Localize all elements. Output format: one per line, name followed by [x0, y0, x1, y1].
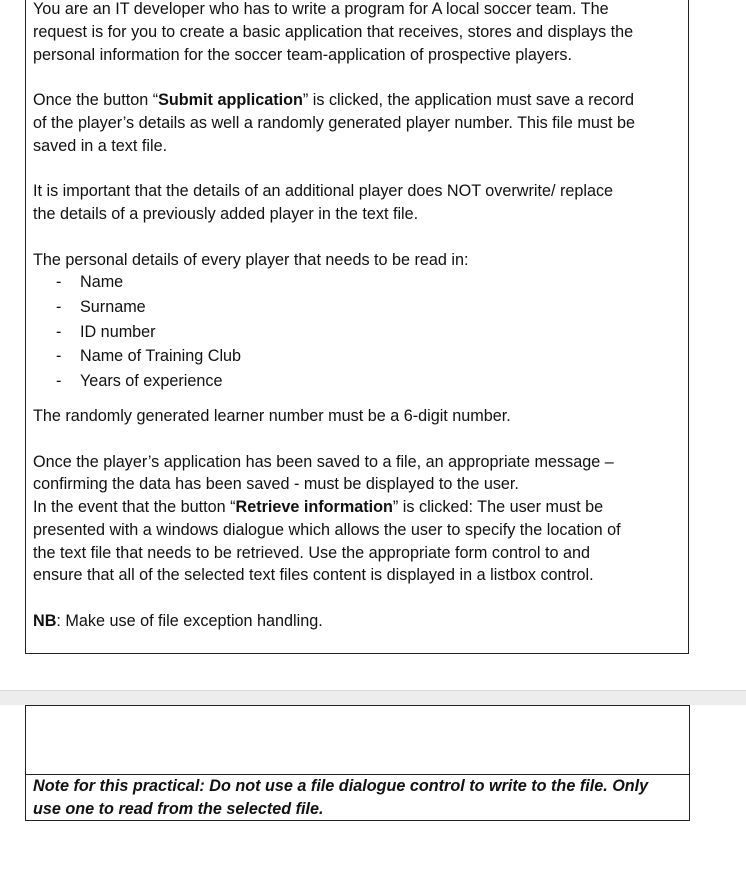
list-item: - Name of Training Club: [56, 347, 242, 365]
submit-post: ” is clicked, the application must save a record: [302, 91, 634, 109]
retrieve-line-3: the text file that needs to be retrieved. Use the appropriate form control to and: [33, 544, 590, 562]
intro-line-2: request is for you to create a basic application that receives, stores and displays the: [33, 23, 634, 41]
nb-label: NB: [33, 612, 57, 630]
page-separator: [0, 690, 746, 705]
submit-pre: Once the button “: [33, 91, 159, 109]
submit-line-2: of the player’s details as well a randomly generated player number. This file must be: [33, 114, 635, 132]
list-item: - Name: [56, 273, 124, 291]
retrieve-post: ” is clicked: The user must be: [392, 498, 604, 516]
saved-line-1: Once the player’s application has been saved to a file, an appropriate message –: [33, 453, 614, 471]
overwrite-line-1: It is important that the details of an additional player does NOT overwrite/ replace: [33, 182, 614, 200]
random-number-line: The randomly generated learner number must be a 6-digit number.: [33, 407, 511, 425]
retrieve-line-2: presented with a windows dialogue which allows the user to specify the location of: [33, 521, 621, 539]
list-item: - ID number: [56, 323, 156, 341]
list-item: - Years of experience: [56, 372, 223, 390]
nb-line: [33, 610, 323, 633]
saved-line-2: confirming the data has been saved - must be displayed to the user.: [33, 475, 519, 493]
overwrite-line-2: the details of a previously added player in the text file.: [33, 205, 419, 223]
submit-line-1: [33, 89, 634, 112]
retrieve-line-4: ensure that all of the selected text files content is displayed in a listbox control.: [33, 566, 594, 584]
retrieve-pre: In the event that the button “: [33, 498, 236, 516]
nb-text: : Make use of file exception handling.: [56, 612, 323, 630]
retrieve-line-1: [33, 496, 603, 519]
submit-line-3: saved in a text file.: [33, 137, 168, 155]
submit-button-name: Submit application: [158, 91, 303, 109]
intro-line-3: personal information for the soccer team-application of prospective players.: [33, 46, 572, 64]
details-heading: The personal details of every player that needs to be read in:: [33, 251, 469, 269]
retrieve-button-name: Retrieve information: [235, 498, 393, 516]
list-item: - Surname: [56, 298, 146, 316]
intro-line-1: You are an IT developer who has to write a program for A local soccer team. The: [33, 0, 609, 18]
note-line-1: Note for this practical: Do not use a file dialogue control to write to the file. Only: [33, 777, 649, 795]
note-line-2: use one to read from the selected file.: [33, 800, 324, 818]
